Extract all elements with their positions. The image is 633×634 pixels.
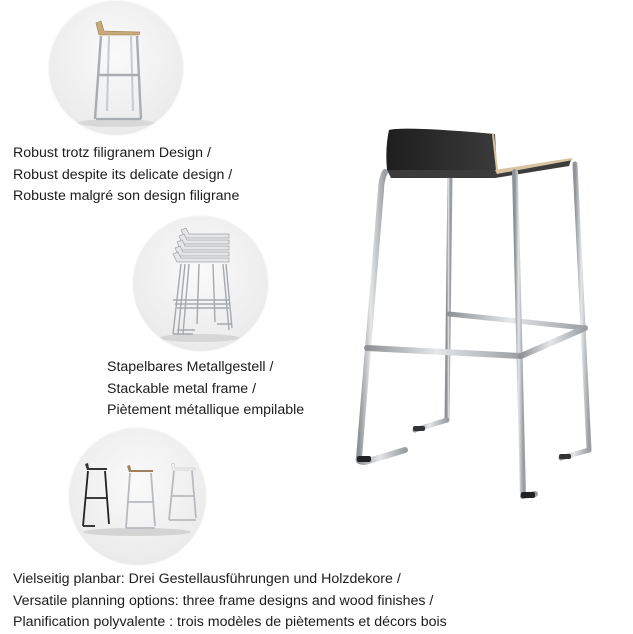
stool-side-view-illustration bbox=[49, 1, 183, 135]
stackable-stools-thumbnail bbox=[133, 216, 268, 351]
robust-caption bbox=[13, 143, 239, 208]
caption-line-de: Vielseitig planbar: Drei Gestellausführungen und Holzdekore / bbox=[13, 571, 401, 587]
frame-variants-thumbnail bbox=[69, 428, 206, 565]
bar-stool-product-image bbox=[345, 120, 605, 510]
stackable-caption bbox=[107, 357, 304, 422]
caption-line-de: Stapelbares Metallgestell / bbox=[107, 359, 274, 375]
three-stools-illustration bbox=[69, 428, 206, 565]
caption-line-en: Stackable metal frame / bbox=[107, 380, 257, 397]
caption-line-fr: Piètement métallique empilable bbox=[107, 402, 305, 418]
caption-line-en: Versatile planning options: three frame designs and wood finishes / bbox=[13, 592, 434, 609]
bar-stool-illustration bbox=[345, 120, 605, 510]
robust-stool-thumbnail bbox=[49, 1, 183, 135]
versatile-caption bbox=[13, 569, 447, 634]
caption-line-fr: Robuste malgré son design filigrane bbox=[13, 188, 240, 204]
stacked-stools-illustration bbox=[133, 216, 268, 351]
caption-line-fr: Planification polyvalente : trois modèles de piètements et décors bois bbox=[13, 614, 447, 630]
caption-line-de: Robust trotz filigranem Design / bbox=[13, 145, 211, 161]
caption-line-en: Robust despite its delicate design / bbox=[13, 166, 233, 183]
